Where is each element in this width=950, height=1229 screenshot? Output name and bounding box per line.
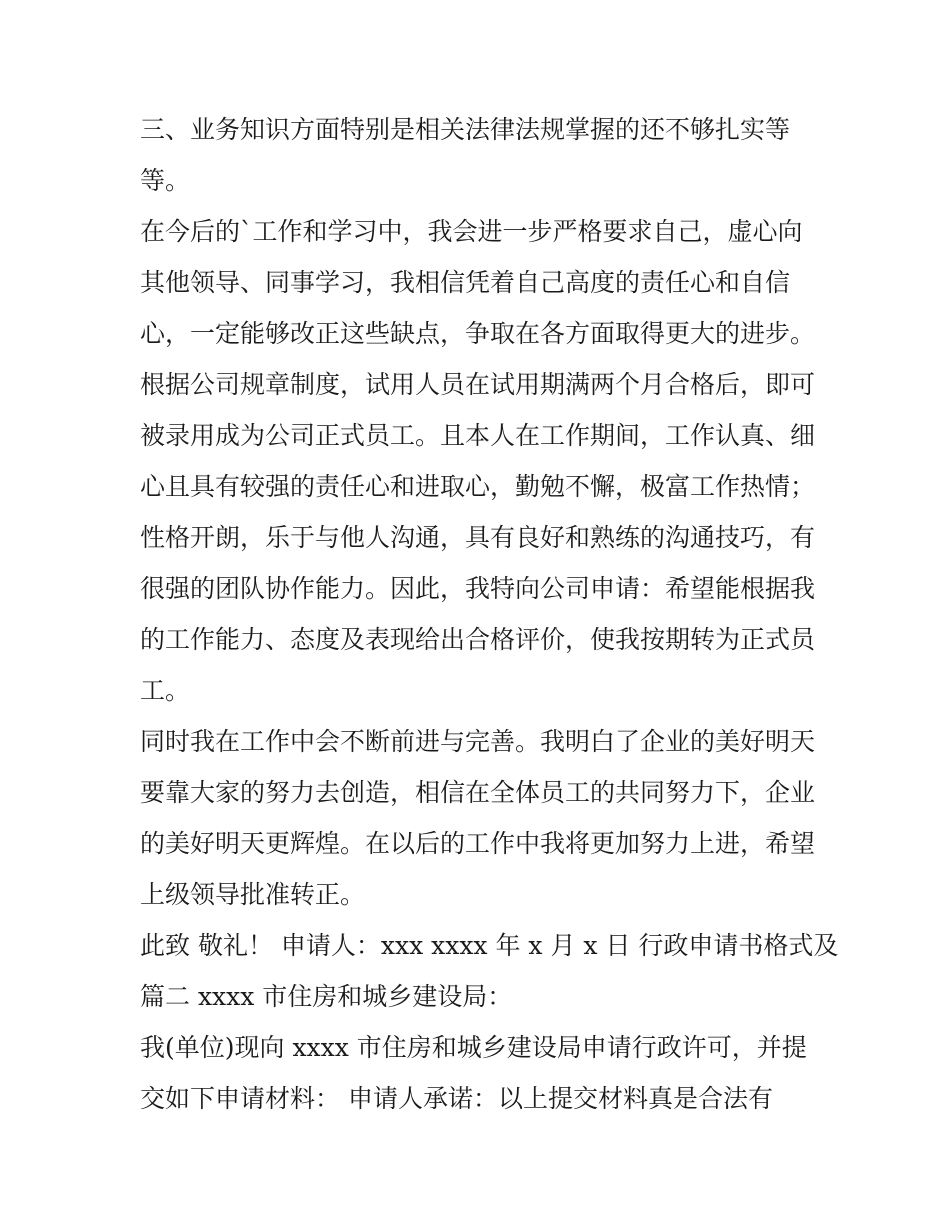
- text-line: 同时我在工作中会不断前进与完善。我明白了企业的美好明天: [140, 727, 816, 756]
- text-line: 心，一定能够改正这些缺点，争取在各方面取得更大的进步。: [140, 319, 816, 348]
- text-line: 此致 敬礼！ 申请人：xxx xxxx 年 x 月 x 日 行政申请书格式及: [140, 931, 839, 960]
- text-line: 其他领导、同事学习，我相信凭着自己高度的责任心和自信: [140, 268, 791, 297]
- text-line: 性格开朗，乐于与他人沟通，具有良好和熟练的沟通技巧，有: [140, 523, 816, 552]
- text-line: 三、业务知识方面特别是相关法律法规掌握的还不够扎实等: [140, 115, 791, 144]
- text-line: 的工作能力、态度及表现给出合格评价，使我按期转为正式员: [140, 625, 816, 654]
- text-line: 工。: [140, 676, 191, 705]
- text-line: 很强的团队协作能力。因此，我特向公司申请：希望能根据我: [140, 574, 816, 603]
- text-line: 的美好明天更辉煌。在以后的工作中我将更加努力上进，希望: [140, 829, 816, 858]
- text-line: 篇二 xxxx 市住房和城乡建设局：: [140, 982, 513, 1011]
- text-line: 交如下申请材料： 申请人承诺：以上提交材料真是合法有: [140, 1084, 773, 1113]
- text-line: 根据公司规章制度，试用人员在试用期满两个月合格后，即可: [140, 370, 816, 399]
- text-line: 等。: [140, 166, 191, 195]
- text-line: 上级领导批准转正。: [140, 880, 366, 909]
- text-line: 在今后的`工作和学习中，我会进一步严格要求自己，虚心向: [140, 217, 803, 246]
- text-line: 要靠大家的努力去创造，相信在全体员工的共同努力下，企业: [140, 778, 816, 807]
- text-line: 心且具有较强的责任心和进取心，勤勉不懈，极富工作热情；: [140, 472, 816, 501]
- text-line: 被录用成为公司正式员工。且本人在工作期间，工作认真、细: [140, 421, 816, 450]
- text-line: 我(单位)现向 xxxx 市住房和城乡建设局申请行政许可，并提: [140, 1033, 807, 1062]
